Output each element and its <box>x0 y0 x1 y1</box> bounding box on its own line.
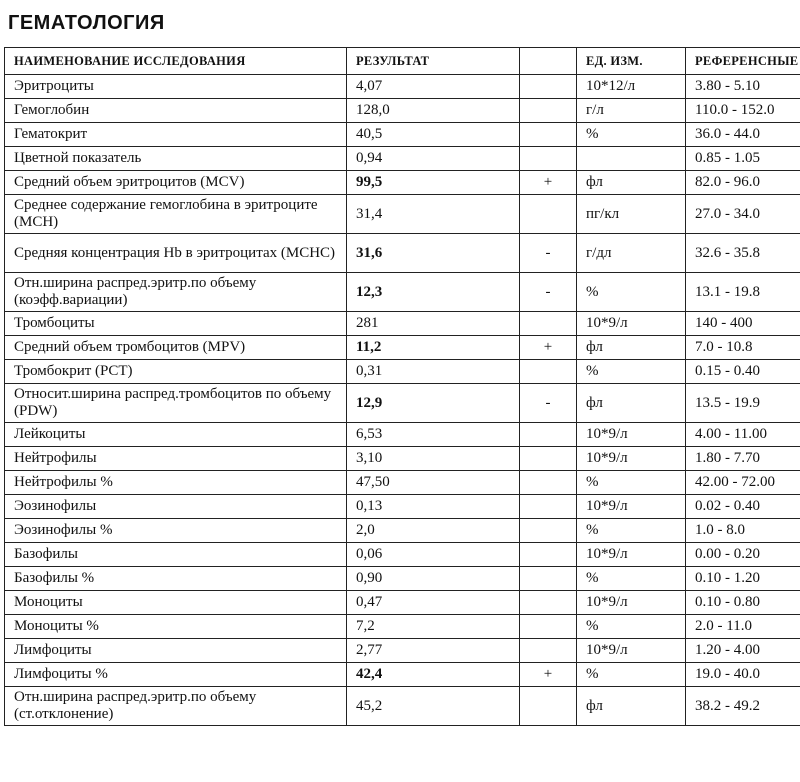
table-row <box>5 273 800 312</box>
cell-result: 40,5 <box>347 123 520 147</box>
cell-result: 99,5 <box>347 171 520 195</box>
cell-test-name: Моноциты <box>5 591 347 615</box>
cell-reference-range: 0.15 - 0.40 <box>686 360 800 384</box>
cell-reference-range: 1.20 - 4.00 <box>686 639 800 663</box>
section-title: ГЕМАТОЛОГИЯ <box>8 12 165 34</box>
cell-unit: фл <box>577 687 686 726</box>
cell-deviation-flag <box>520 447 577 471</box>
cell-unit: % <box>577 567 686 591</box>
table-body <box>5 75 800 726</box>
cell-unit: 10*9/л <box>577 447 686 471</box>
cell-result: 3,10 <box>347 447 520 471</box>
cell-unit: 10*9/л <box>577 423 686 447</box>
cell-unit: 10*9/л <box>577 312 686 336</box>
cell-reference-range: 110.0 - 152.0 <box>686 99 800 123</box>
cell-unit: г/л <box>577 99 686 123</box>
results-table-container <box>4 47 800 726</box>
cell-unit: % <box>577 663 686 687</box>
cell-result: 42,4 <box>347 663 520 687</box>
table-row <box>5 360 800 384</box>
cell-result: 47,50 <box>347 471 520 495</box>
cell-result: 11,2 <box>347 336 520 360</box>
cell-unit: пг/кл <box>577 195 686 234</box>
cell-reference-range: 27.0 - 34.0 <box>686 195 800 234</box>
cell-deviation-flag: + <box>520 336 577 360</box>
table-row <box>5 591 800 615</box>
cell-deviation-flag: - <box>520 273 577 312</box>
cell-deviation-flag <box>520 99 577 123</box>
table-row <box>5 234 800 273</box>
header-result: РЕЗУЛЬТАТ <box>347 48 520 75</box>
table-row <box>5 495 800 519</box>
cell-reference-range: 0.00 - 0.20 <box>686 543 800 567</box>
cell-deviation-flag <box>520 423 577 447</box>
table-row <box>5 99 800 123</box>
cell-test-name: Базофилы % <box>5 567 347 591</box>
cell-test-name: Нейтрофилы % <box>5 471 347 495</box>
cell-reference-range: 140 - 400 <box>686 312 800 336</box>
cell-result: 2,0 <box>347 519 520 543</box>
cell-deviation-flag <box>520 195 577 234</box>
cell-result: 12,9 <box>347 384 520 423</box>
cell-test-name: Лейкоциты <box>5 423 347 447</box>
hematology-results-table <box>4 47 800 726</box>
cell-reference-range: 3.80 - 5.10 <box>686 75 800 99</box>
cell-unit: фл <box>577 384 686 423</box>
table-row <box>5 663 800 687</box>
table-row <box>5 75 800 99</box>
cell-reference-range: 0.10 - 0.80 <box>686 591 800 615</box>
cell-test-name: Отн.ширина распред.эритр.по объему (коэфф.вариации) <box>5 273 347 312</box>
table-row <box>5 384 800 423</box>
cell-result: 45,2 <box>347 687 520 726</box>
cell-test-name: Отн.ширина распред.эритр.по объему (ст.отклонение) <box>5 687 347 726</box>
table-row <box>5 447 800 471</box>
cell-result: 31,6 <box>347 234 520 273</box>
cell-reference-range: 0.85 - 1.05 <box>686 147 800 171</box>
table-row <box>5 423 800 447</box>
cell-test-name: Моноциты % <box>5 615 347 639</box>
cell-deviation-flag: + <box>520 171 577 195</box>
cell-unit: % <box>577 519 686 543</box>
cell-deviation-flag: - <box>520 384 577 423</box>
cell-result: 31,4 <box>347 195 520 234</box>
cell-result: 2,77 <box>347 639 520 663</box>
cell-reference-range: 36.0 - 44.0 <box>686 123 800 147</box>
cell-unit: % <box>577 615 686 639</box>
cell-result: 4,07 <box>347 75 520 99</box>
table-header-row <box>5 48 800 75</box>
cell-test-name: Гематокрит <box>5 123 347 147</box>
cell-deviation-flag <box>520 615 577 639</box>
header-unit: ЕД. ИЗМ. <box>577 48 686 75</box>
cell-deviation-flag <box>520 687 577 726</box>
cell-result: 281 <box>347 312 520 336</box>
table-row <box>5 123 800 147</box>
cell-unit: фл <box>577 171 686 195</box>
cell-test-name: Эритроциты <box>5 75 347 99</box>
table-row <box>5 639 800 663</box>
cell-test-name: Тромбокрит (PCT) <box>5 360 347 384</box>
cell-test-name: Лимфоциты <box>5 639 347 663</box>
table-row <box>5 147 800 171</box>
cell-unit: 10*9/л <box>577 495 686 519</box>
cell-deviation-flag <box>520 543 577 567</box>
cell-deviation-flag: - <box>520 234 577 273</box>
cell-reference-range: 4.00 - 11.00 <box>686 423 800 447</box>
cell-deviation-flag <box>520 312 577 336</box>
cell-reference-range: 0.10 - 1.20 <box>686 567 800 591</box>
table-row <box>5 687 800 726</box>
cell-test-name: Относит.ширина распред.тромбоцитов по объему (PDW) <box>5 384 347 423</box>
cell-result: 0,94 <box>347 147 520 171</box>
cell-result: 12,3 <box>347 273 520 312</box>
cell-test-name: Базофилы <box>5 543 347 567</box>
cell-result: 6,53 <box>347 423 520 447</box>
table-row <box>5 567 800 591</box>
table-row <box>5 543 800 567</box>
table-row <box>5 471 800 495</box>
table-row <box>5 336 800 360</box>
cell-test-name: Лимфоциты % <box>5 663 347 687</box>
cell-reference-range: 38.2 - 49.2 <box>686 687 800 726</box>
cell-test-name: Цветной показатель <box>5 147 347 171</box>
cell-deviation-flag <box>520 123 577 147</box>
cell-unit: % <box>577 273 686 312</box>
table-row <box>5 312 800 336</box>
cell-deviation-flag <box>520 75 577 99</box>
cell-reference-range: 2.0 - 11.0 <box>686 615 800 639</box>
cell-unit: % <box>577 360 686 384</box>
cell-reference-range: 32.6 - 35.8 <box>686 234 800 273</box>
cell-unit: фл <box>577 336 686 360</box>
cell-deviation-flag <box>520 147 577 171</box>
cell-test-name: Среднее содержание гемоглобина в эритроците (MCH) <box>5 195 347 234</box>
cell-test-name: Эозинофилы <box>5 495 347 519</box>
cell-test-name: Нейтрофилы <box>5 447 347 471</box>
cell-test-name: Эозинофилы % <box>5 519 347 543</box>
cell-reference-range: 13.5 - 19.9 <box>686 384 800 423</box>
cell-deviation-flag <box>520 639 577 663</box>
table-row <box>5 195 800 234</box>
cell-deviation-flag <box>520 519 577 543</box>
table-row <box>5 171 800 195</box>
cell-result: 0,90 <box>347 567 520 591</box>
cell-reference-range: 0.02 - 0.40 <box>686 495 800 519</box>
cell-result: 0,13 <box>347 495 520 519</box>
cell-reference-range: 19.0 - 40.0 <box>686 663 800 687</box>
cell-reference-range: 1.0 - 8.0 <box>686 519 800 543</box>
cell-result: 7,2 <box>347 615 520 639</box>
cell-unit: % <box>577 471 686 495</box>
cell-unit: 10*9/л <box>577 591 686 615</box>
cell-reference-range: 42.00 - 72.00 <box>686 471 800 495</box>
cell-test-name: Средний объем эритроцитов (MCV) <box>5 171 347 195</box>
cell-result: 0,31 <box>347 360 520 384</box>
cell-reference-range: 82.0 - 96.0 <box>686 171 800 195</box>
cell-test-name: Средний объем тромбоцитов (MPV) <box>5 336 347 360</box>
cell-deviation-flag <box>520 591 577 615</box>
cell-deviation-flag <box>520 567 577 591</box>
cell-test-name: Средняя концентрация Hb в эритроцитах (MCHC) <box>5 234 347 273</box>
cell-deviation-flag <box>520 471 577 495</box>
cell-unit <box>577 147 686 171</box>
cell-result: 0,06 <box>347 543 520 567</box>
cell-test-name: Гемоглобин <box>5 99 347 123</box>
cell-unit: 10*9/л <box>577 543 686 567</box>
cell-result: 128,0 <box>347 99 520 123</box>
cell-unit: 10*9/л <box>577 639 686 663</box>
cell-unit: 10*12/л <box>577 75 686 99</box>
cell-test-name: Тромбоциты <box>5 312 347 336</box>
cell-reference-range: 1.80 - 7.70 <box>686 447 800 471</box>
cell-result: 0,47 <box>347 591 520 615</box>
cell-deviation-flag <box>520 495 577 519</box>
table-row <box>5 519 800 543</box>
table-row <box>5 615 800 639</box>
cell-deviation-flag <box>520 360 577 384</box>
cell-unit: % <box>577 123 686 147</box>
header-reference: РЕФЕРЕНСНЫЕ <box>686 48 800 75</box>
header-flag <box>520 48 577 75</box>
cell-deviation-flag: + <box>520 663 577 687</box>
header-name: НАИМЕНОВАНИЕ ИССЛЕДОВАНИЯ <box>5 48 347 75</box>
cell-unit: г/дл <box>577 234 686 273</box>
cell-reference-range: 7.0 - 10.8 <box>686 336 800 360</box>
cell-reference-range: 13.1 - 19.8 <box>686 273 800 312</box>
